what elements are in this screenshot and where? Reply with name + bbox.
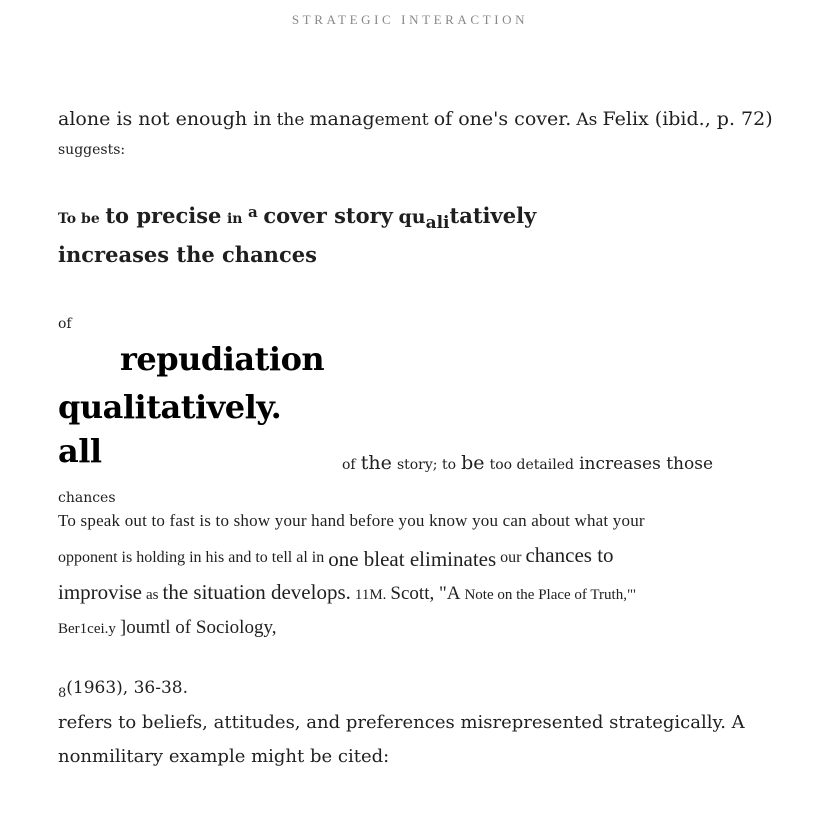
text: (1963), 36-38. [66,678,189,698]
paragraph-line [58,543,614,572]
text: chances to [525,543,614,567]
text: improvise [58,580,142,604]
text: Note on the Place of Truth,"' [464,587,636,603]
text: nonmilitary example might be cited: [58,746,390,767]
text: too detailed [489,457,574,473]
text: 8 [58,686,67,701]
text: in [226,211,243,227]
text: be [461,452,485,474]
text: of [342,457,356,473]
paragraph-line [58,580,636,605]
text: of one's cover. [433,108,572,130]
text: story; to [396,457,456,473]
text: manag [309,108,375,130]
reference-line [58,678,188,701]
scanned-word: all [58,432,102,470]
text: Scott, "A [390,583,461,604]
text: ement [374,110,429,130]
text: cover story [263,203,393,228]
text: To speak out to fast is to show your hand before you know you can about what your [58,511,645,530]
text: increases those [579,454,714,474]
text: one bleat eliminates [328,547,497,571]
paragraph-line [58,108,773,130]
text: tatively [449,203,537,228]
text: a [248,203,258,221]
text: Felix (ibid., p. 72) [602,108,773,130]
text: suggests: [58,142,126,158]
text: To be [58,211,100,227]
text: of [58,316,72,332]
text: our [500,549,522,566]
text: alone is not enough in [58,108,272,130]
text: chances [58,490,116,506]
scanned-word: qualitatively. [58,388,282,426]
text: ]oumtl of Sociology, [119,617,277,638]
text: 11M. [354,587,387,603]
text: the [360,452,392,474]
text: opponent is holding in his and to tell al in [58,549,325,566]
text: the [276,110,305,130]
text: ali [425,213,450,233]
text: the situation develops. [162,580,351,604]
paragraph-line [342,452,713,474]
scanned-word: repudiation [120,340,325,378]
text: Ber1cei.y [58,621,116,637]
block-quote-line: increases the chances [58,242,317,267]
text: qu [398,206,426,228]
block-quote-line [58,203,536,233]
text: refers to beliefs, attitudes, and preferences misrepresented strategically. A [58,712,745,733]
running-header: STRATEGIC INTERACTION [291,12,529,27]
paragraph-line [58,617,276,639]
text: as [146,587,159,603]
text: to precise [105,203,222,228]
text: As [576,110,598,130]
